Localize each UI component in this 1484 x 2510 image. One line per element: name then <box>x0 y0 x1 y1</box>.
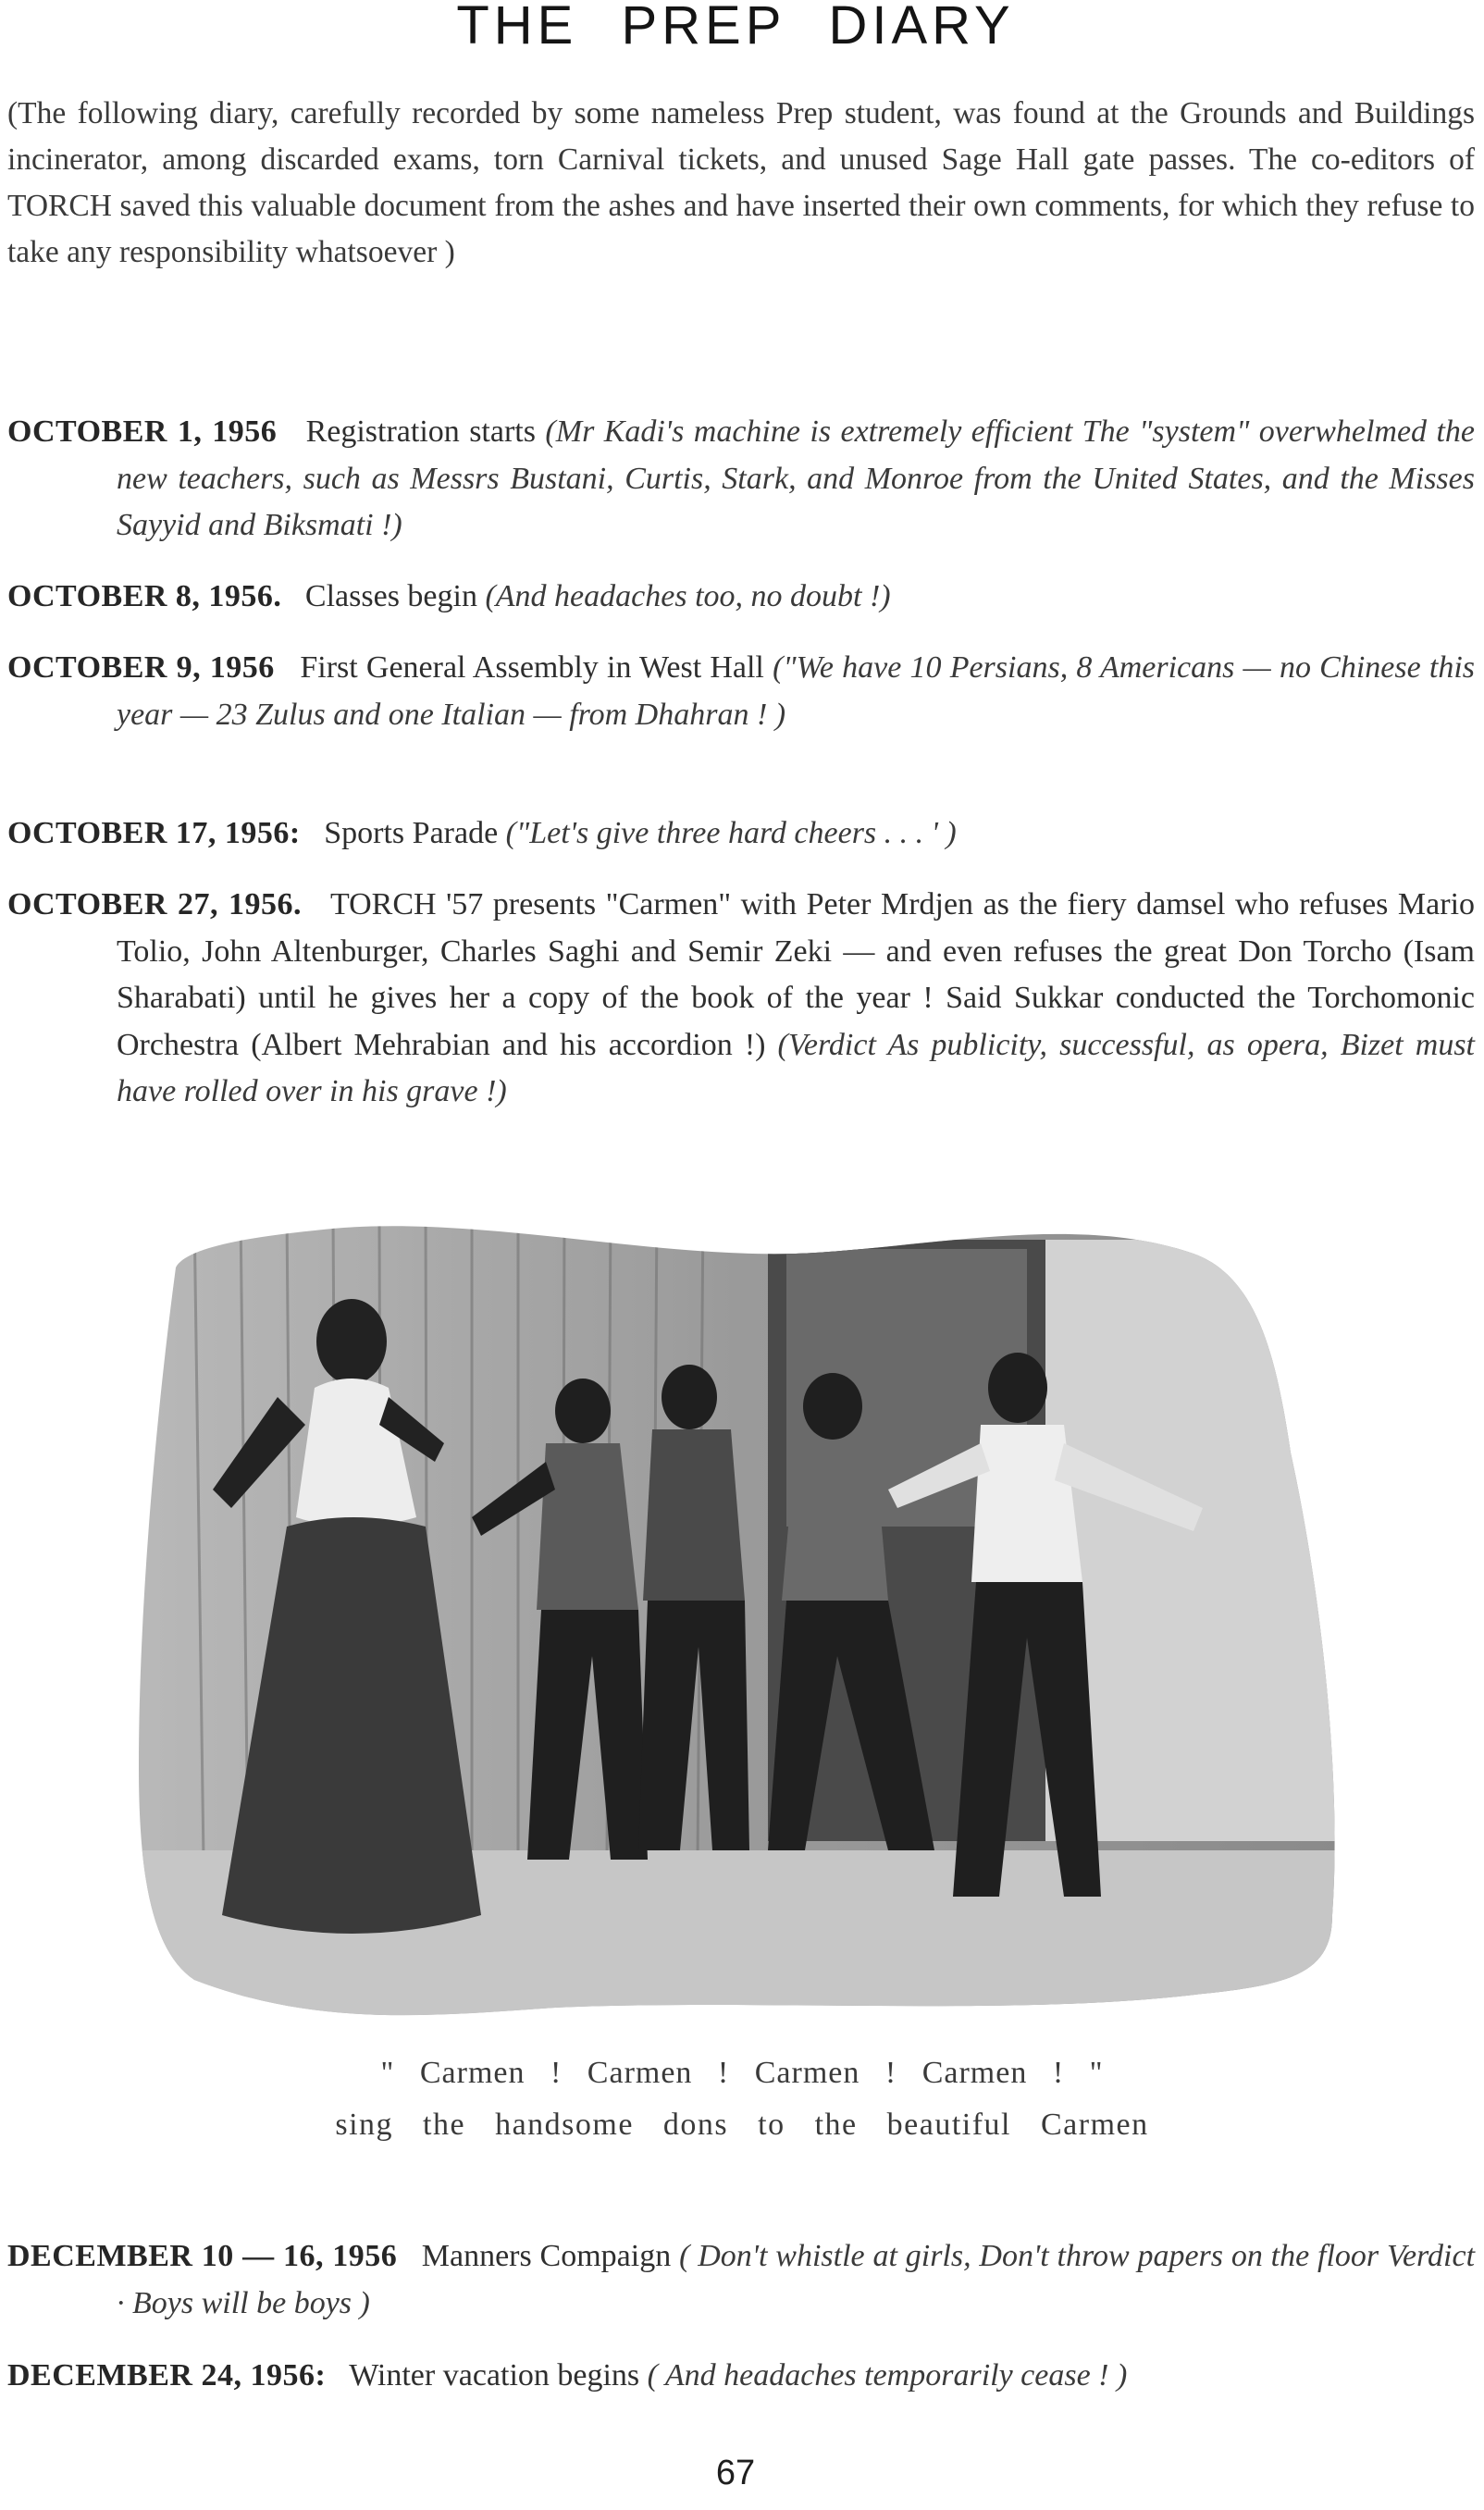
entry-date: DECEMBER 10 — 16, 1956 <box>7 2239 398 2273</box>
photo-caption-quote: " Carmen ! Carmen ! Carmen ! Carmen ! " <box>380 2056 1104 2090</box>
entry-comment: ("Let's give three hard cheers . . . ' ) <box>505 816 957 850</box>
entry-comment: ( Don't whistle at girls, Don't throw papers on the floor Verdict · Boys will be boys ) <box>117 2239 1476 2320</box>
diary-entry <box>7 645 1475 738</box>
diary-entry <box>7 810 1475 858</box>
entry-comment: (Mr Kadi's machine is extremely efficient The "system" overwhelmed the new teachers, such as Messrs Bustani, Curtis, Stark, and Monroe from the United States, and the Misses Sayyid and Biksmati !) <box>117 414 1476 542</box>
intro-paragraph: (The following diary, carefully recorded by some nameless Prep student, was found at the Grounds and Buildings incinerator, among discarded exams, torn Carnival tickets, and unused Sage Hall gate passes. The co-editors of TORCH saved this valuable document from the ashes and have inserted their own comments, for which they refuse to take any responsibility whatsoever ) <box>7 96 1475 269</box>
entry-date: DECEMBER 24, 1956: <box>7 2358 327 2393</box>
diary-entry <box>7 409 1475 550</box>
carmen-stage-photo <box>0 1212 1484 2026</box>
entry-comment: (And headaches too, no doubt !) <box>485 579 891 613</box>
entry-text: Classes begin <box>304 579 477 613</box>
entry-text: TORCH '57 presents "Carmen" with Peter Mrdjen as the fiery damsel who refuses Mario Tolio, John Altenburger, Charles Saghi and Semir Zeki — and even refuses the great Don Torcho (Isam Sharabati) until he gives her a copy of the book of the year ! Said Sukkar conducted the Torchomonic Orchestra (Albert Mehrabian and his accordion !) <box>117 887 1476 1062</box>
photo-caption-line: sing the handsome dons to the beautiful Carmen <box>335 2108 1149 2142</box>
entry-text: Manners Compaign <box>421 2239 672 2273</box>
entry-comment: ( And headaches temporarily cease ! ) <box>647 2358 1128 2393</box>
entry-text: Registration starts <box>305 414 536 449</box>
diary-entry <box>7 2233 1475 2327</box>
diary-entry <box>7 574 1475 621</box>
entry-date: OCTOBER 27, 1956. <box>7 887 302 921</box>
diary-entry <box>7 2353 1475 2400</box>
carmen-photo <box>0 1212 1484 2026</box>
page-number: 67 <box>715 2454 756 2492</box>
entry-text: First General Assembly in West Hall <box>300 650 764 685</box>
entry-text: Winter vacation begins <box>349 2358 640 2393</box>
entry-date: OCTOBER 9, 1956 <box>7 650 275 685</box>
entry-comment: (Verdict As publicity, successful, as opera, Bizet must have rolled over in his grave !) <box>117 1027 1475 1108</box>
page-title: THE PREP DIARY <box>456 0 1015 56</box>
entry-comment: ("We have 10 Persians, 8 Americans — no Chinese this year — 23 Zulus and one Italian — from Dhahran ! ) <box>117 650 1476 732</box>
entry-date: OCTOBER 8, 1956. <box>7 579 282 613</box>
entry-date: OCTOBER 17, 1956: <box>7 816 301 850</box>
entry-date: OCTOBER 1, 1956 <box>7 414 278 449</box>
diary-entry <box>7 882 1475 1116</box>
entry-text: Sports Parade <box>324 816 499 850</box>
